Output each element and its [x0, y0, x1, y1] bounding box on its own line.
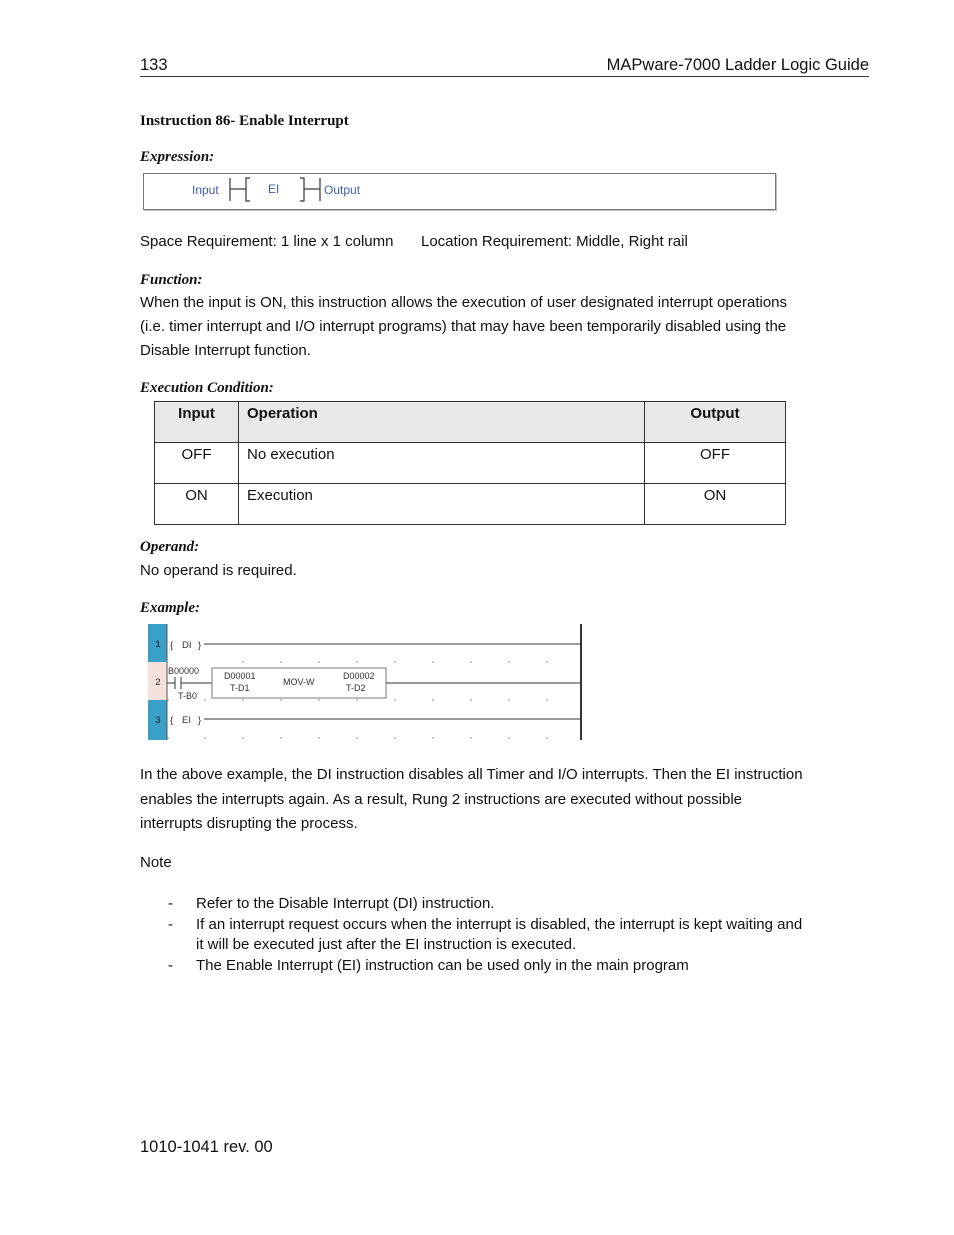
example-description: In the above example, the DI instruction disables all Timer and I/O interrupts. Then the EI instruction enables the interrupts again. As a result, Rung 2 instructions are executed without possible interrupts disrupting the process. [140, 766, 803, 832]
location-requirement: Location Requirement: Middle, Right rail [421, 233, 688, 250]
rung3-open-bracket: { [170, 715, 174, 726]
cell-output: ON [645, 484, 786, 525]
table-row [155, 443, 786, 484]
document-title: MAPware-7000 Ladder Logic Guide [606, 56, 869, 74]
dst-addr: D00002 [343, 671, 375, 681]
table-header-row [155, 402, 786, 443]
function-heading: Function: [140, 272, 203, 288]
page-number: 133 [140, 56, 168, 74]
cell-operation: No execution [239, 443, 645, 484]
list-dash: - [168, 895, 173, 912]
table-row [155, 484, 786, 525]
src-addr: D00001 [224, 671, 256, 681]
expression-heading: Expression: [140, 149, 215, 165]
note-list [168, 894, 808, 976]
column-header-input: Input [155, 402, 239, 443]
contact-tag: T-B0 [178, 691, 198, 701]
expr-output-label: Output [324, 183, 361, 197]
instruction-title: Instruction 86- Enable Interrupt [140, 113, 349, 129]
operand-text: No operand is required. [140, 562, 297, 579]
func-name: MOV-W [283, 677, 315, 687]
dst-tag: T-D2 [346, 683, 366, 693]
rung-number: 2 [155, 677, 161, 688]
list-item [168, 915, 808, 956]
rung1-open-bracket: { [170, 640, 174, 651]
list-item [168, 894, 808, 915]
execution-condition-table [154, 401, 786, 525]
example-heading: Example: [140, 600, 200, 616]
expression-diagram-box [143, 173, 776, 210]
list-dash: - [168, 956, 173, 974]
rung3-close-bracket: } [198, 715, 202, 726]
list-dash: - [168, 915, 173, 933]
note-heading: Note [140, 854, 172, 871]
note-item-text: The Enable Interrupt (EI) instruction can be used only in the main program [196, 956, 689, 974]
space-requirement: Space Requirement: 1 line x 1 column [140, 233, 394, 250]
contact-addr: B00000 [168, 666, 200, 676]
header-rule [140, 76, 869, 77]
rung1-instr: DI [182, 640, 192, 651]
src-tag: T-D1 [230, 683, 250, 693]
note-item-text: Refer to the Disable Interrupt (DI) instruction. [196, 895, 495, 912]
rung-number: 3 [155, 715, 161, 726]
function-text: When the input is ON, this instruction allows the execution of user designated interrupt operations (i.e. timer interrupt and I/O interrupt programs) that may have been temporarily disabled using the Disable Interrupt function. [140, 294, 788, 359]
column-header-operation: Operation [239, 402, 645, 443]
cell-operation: Execution [239, 484, 645, 525]
expr-mnemonic: EI [268, 182, 280, 196]
operand-heading: Operand: [140, 539, 200, 555]
cell-input: OFF [155, 443, 239, 484]
rung-number: 1 [155, 639, 161, 650]
cell-input: ON [155, 484, 239, 525]
expr-input-label: Input [192, 183, 219, 197]
execution-condition-heading: Execution Condition: [140, 380, 274, 396]
rung3-instr: EI [182, 715, 191, 726]
column-header-output: Output [645, 402, 786, 443]
footer-doc-code: 1010-1041 rev. 00 [140, 1138, 273, 1156]
example-ladder-diagram [148, 624, 588, 744]
list-item [168, 956, 808, 977]
note-item-text: If an interrupt request occurs when the interrupt is disabled, the interrupt is kept waiting and it will be executed just after the EI instruction is executed. [196, 915, 803, 953]
cell-output: OFF [645, 443, 786, 484]
expression-ladder-symbol [144, 174, 775, 209]
rung1-close-bracket: } [198, 640, 202, 651]
